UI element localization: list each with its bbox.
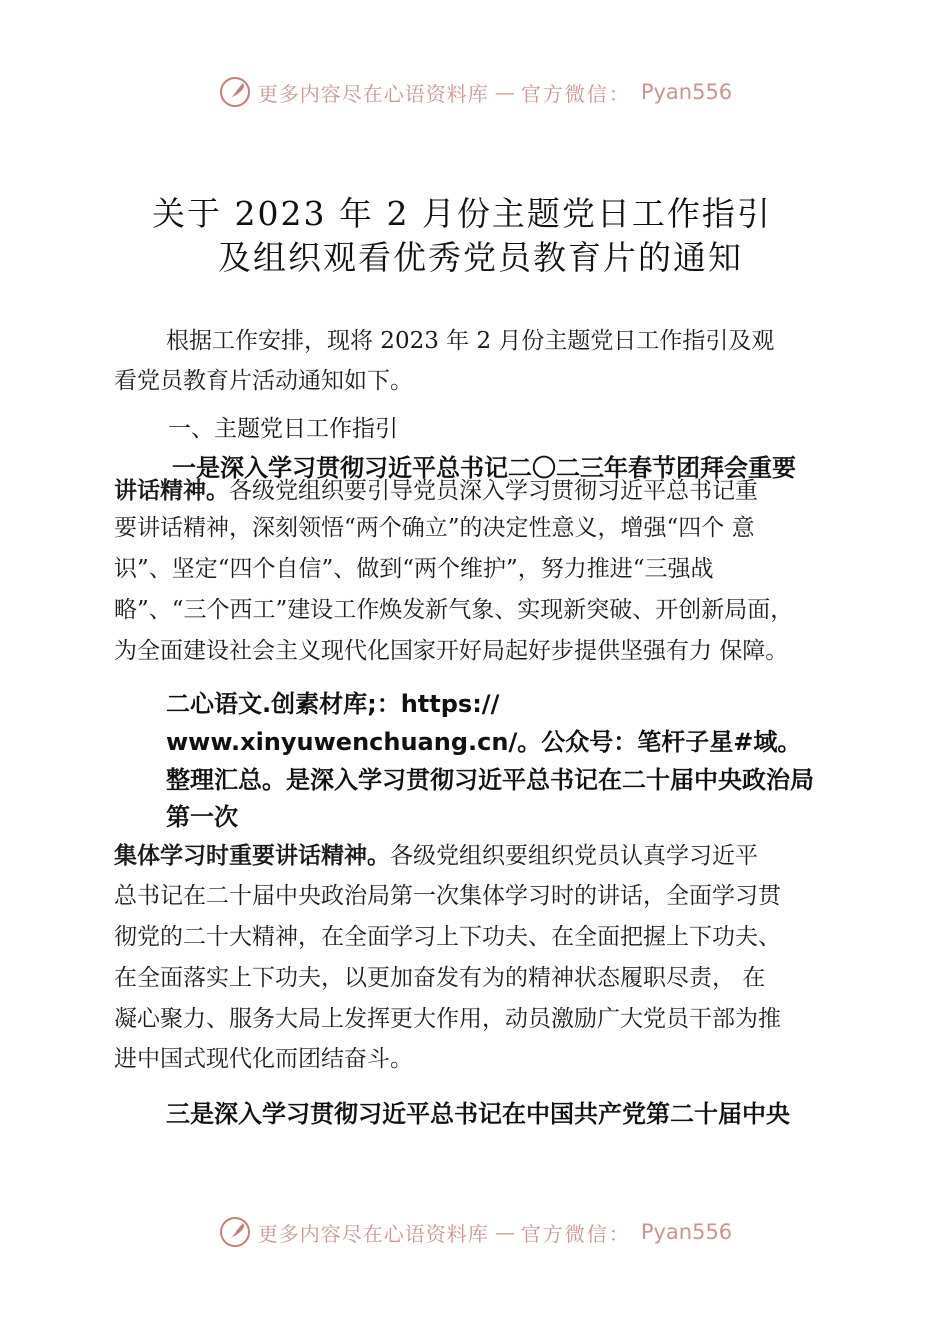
- item-2-title-cont: 集体学习时重要讲话精神。: [114, 843, 390, 869]
- insert-line-1: 二心语文.创素材库;：https://: [166, 690, 500, 718]
- item-2-body-line-2: 总书记在二十届中央政治局第一次集体学习时的讲话，全面学习贯: [114, 883, 781, 909]
- wechat-label-footer: 官方微信：: [520, 1221, 631, 1246]
- insert-line-4: 第一次: [166, 803, 238, 831]
- quill-pen-icon: [218, 75, 252, 109]
- item-1-body-line-1: 各级党组织要引导党员深入学习贯彻习近平总书记重: [229, 478, 758, 504]
- item-2-body-line-6: 进中国式现代化而团结奋斗。: [114, 1046, 413, 1072]
- brand-line-footer: [218, 1215, 732, 1249]
- header-watermark: [0, 72, 950, 112]
- wechat-id: Pyan556: [640, 80, 733, 104]
- intro-line-1: 根据工作安排，现将 2023 年 2 月份主题党日工作指引及观: [166, 328, 775, 354]
- item-1-body-line-2: 要讲话精神，深刻领悟“两个确立”的决定性意义，增强“四个 意: [114, 515, 755, 541]
- wechat-id-footer: Pyan556: [640, 1220, 733, 1244]
- item-1-body-line-3: 识”、坚定“四个自信”、做到“两个维护”，努力推进“三强战: [114, 556, 714, 582]
- item-2-body-line-4: 在全面落实上下功夫，以更加奋发有为的精神状态履职尽责， 在: [114, 965, 766, 991]
- brand-line: [218, 75, 732, 109]
- brand-text-footer: 更多内容尽在心语资料库: [257, 1221, 489, 1246]
- item-2-line-1: [114, 838, 758, 874]
- item-1-body-line-4: 略”、“三个西工”建设工作焕发新气象、实现新突破、开创新局面，: [114, 597, 794, 623]
- item-1-line-1: [114, 473, 758, 509]
- quill-pen-icon: [218, 1215, 252, 1249]
- item-1-title-line-2: 讲话精神。: [114, 478, 229, 504]
- item-1-title-line-1: 一是深入学习贯彻习近平总书记二〇二三年春节团拜会重要: [172, 454, 796, 482]
- brand-separator-footer: —: [494, 1220, 515, 1244]
- section-1-heading: 一、主题党日工作指引: [168, 416, 398, 442]
- brand-text: 更多内容尽在心语资料库: [257, 81, 489, 106]
- insert-line-3: 整理汇总。是深入学习贯彻习近平总书记在二十届中央政治局: [166, 766, 814, 794]
- item-2-body-line-3: 彻党的二十大精神，在全面学习上下功夫、在全面把握上下功夫、: [114, 924, 781, 950]
- doc-title-line-1: 关于 2023 年 2 月份主题党日工作指引: [152, 194, 772, 233]
- insert-line-2: www.xinyuwenchuang.cn/。公众号：笔杆子星#域。: [166, 728, 802, 756]
- doc-title-line-2: 及组织观看优秀党员教育片的通知: [218, 238, 743, 277]
- item-2-body-line-5: 凝心聚力、服务大局上发挥更大作用，动员激励广大党员干部为推: [114, 1006, 781, 1032]
- item-2-body-line-1: 各级党组织要组织党员认真学习近平: [390, 843, 758, 869]
- wechat-label: 官方微信：: [520, 81, 631, 106]
- intro-line-2: 看党员教育片活动通知如下。: [114, 368, 413, 394]
- brand-separator: —: [494, 80, 515, 104]
- footer-watermark: [0, 1212, 950, 1252]
- item-1-body-line-5: 为全面建设社会主义现代化国家开好局起好步提供坚强有力 保障。: [114, 638, 789, 664]
- item-3-title-line-1: 三是深入学习贯彻习近平总书记在中国共产党第二十届中央: [166, 1100, 790, 1128]
